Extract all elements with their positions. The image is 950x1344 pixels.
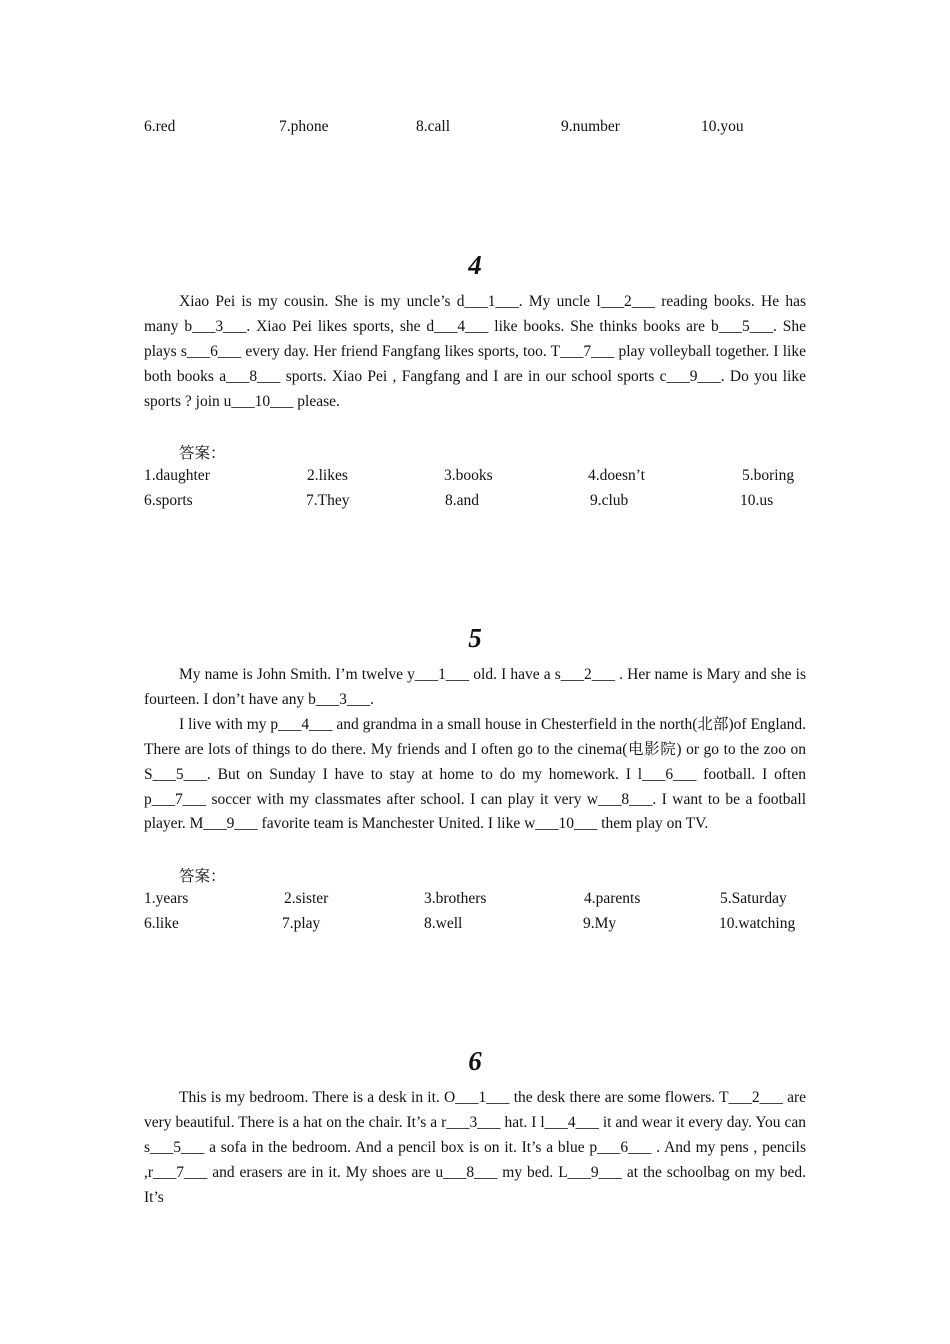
passage-paragraph: This is my bedroom. There is a desk in it. O___1___ the desk there are some flowers. T___2___ are very beautiful. There is a hat on the chair. It’s a r___3___ hat. I l___4___ it and wear it every day. You can s___5___ a sofa in the bedroom. And a pencil box is on it. It’s a blue p___6___ . And my pens , pencils ,r___7___ and erasers are in it. My shoes are u___8___ my bed. L___9___ at the schoolbag on my bed. It’s — [144, 1089, 806, 1206]
s4-answers-row-1 — [0, 467, 950, 491]
answer-item: 3.brothers — [424, 890, 487, 907]
answer-item: 10.us — [740, 492, 774, 509]
answer-item: 8.and — [445, 492, 480, 509]
answer-item: 4.parents — [584, 890, 641, 907]
passage-paragraph: My name is John Smith. I’m twelve y___1___ old. I have a s___2___ . Her name is Mary and she is fourteen. I don’t have any b___3___. — [144, 666, 806, 708]
s4-answers-row-2 — [0, 492, 950, 516]
s5-answers-row-2 — [0, 915, 950, 939]
section-5-passage — [144, 663, 806, 837]
answer-item: 9.number — [561, 118, 620, 135]
answer-label: 答案： — [179, 445, 226, 462]
s3-answers-row-2 — [0, 118, 950, 142]
answer-item: 9.club — [590, 492, 629, 509]
answer-item: 10.you — [701, 118, 744, 135]
answer-item: 5.boring — [742, 467, 795, 484]
answer-item: 6.red — [144, 118, 176, 135]
section-4-title: 4 — [468, 250, 482, 280]
passage-paragraph: I live with my p___4___ and grandma in a small house in Chesterfield in the north(北部)of England. There are lots of things to do there. My friends and I often go to the cinema(电影院) or go to the zoo on S___5___. But on Sunday I have to stay at home to do my homework. I l___6___ football. I often p___7___ soccer with my classmates after school. I can play it very w___8___. I want to be a football player. M___9___ favorite team is Manchester United. I like w___10___ them play on TV. — [144, 715, 806, 833]
answer-item: 8.well — [424, 915, 463, 932]
answer-item: 9.My — [583, 915, 617, 932]
answer-item: 4.doesn’t — [588, 467, 645, 484]
answer-item: 10.watching — [719, 915, 796, 932]
section-5-title: 5 — [468, 623, 482, 653]
answer-item: 2.sister — [284, 890, 329, 907]
answer-item: 5.Saturday — [720, 890, 787, 907]
answer-item: 7.play — [282, 915, 321, 932]
answer-item: 7.They — [306, 492, 350, 509]
answer-item: 6.like — [144, 915, 179, 932]
section-6-title: 6 — [468, 1046, 482, 1076]
answer-item: 3.books — [444, 467, 493, 484]
answer-item: 8.call — [416, 118, 450, 135]
answer-item: 7.phone — [279, 118, 329, 135]
answer-item: 6.sports — [144, 492, 193, 509]
answer-label: 答案： — [179, 868, 226, 885]
answer-item: 1.years — [144, 890, 189, 907]
s5-answers-row-1 — [0, 890, 950, 914]
section-4-passage — [144, 290, 806, 415]
answer-item: 2.likes — [307, 467, 348, 484]
passage-paragraph: Xiao Pei is my cousin. She is my uncle’s d___1___. My uncle l___2___ reading books. He has many b___3___. Xiao Pei likes sports, she d___4___ like books. She thinks books are b___5___. She plays s___6___ every day. Her friend Fangfang likes sports, too. T___7___ play volleyball together. I like both books a___8___ sports. Xiao Pei , Fangfang and I are in our school sports c___9___. Do you like sports ? join u___10___ please. — [144, 293, 806, 410]
answer-item: 1.daughter — [144, 467, 210, 484]
section-6-passage — [144, 1086, 806, 1211]
